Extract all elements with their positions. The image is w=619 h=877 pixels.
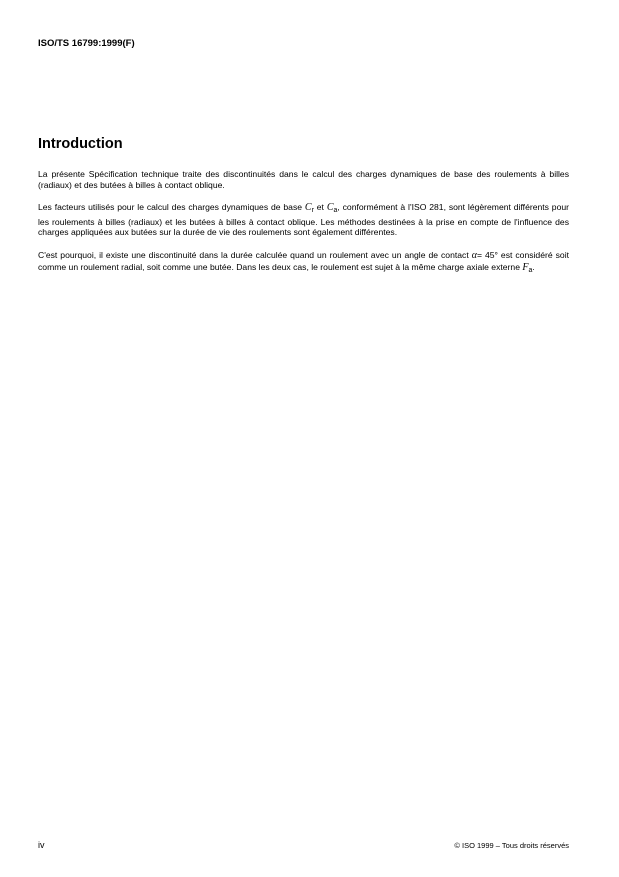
symbol-cr: $C_r$ xyxy=(304,202,314,215)
paragraph-2-part-1: Les facteurs utilisés pour le calcul des charges dynamiques de base xyxy=(38,202,303,213)
paragraph-3-part-1: C'est pourquoi, il existe une discontinuité dans la durée calculée quand un roulement avec un angle de contact xyxy=(38,249,469,260)
page-number: iv xyxy=(38,840,45,850)
paragraph-1: La présente Spécification technique traite des discontinuités dans le calcul des charges dynamiques de base des roulements à billes (radiaux) et des butées à billes à contact oblique. xyxy=(38,169,569,190)
document-identifier: ISO/TS 16799:1999(F) xyxy=(38,38,135,49)
copyright-notice: © ISO 1999 – Tous droits réservés xyxy=(454,841,569,850)
paragraph-3-part-3: . xyxy=(532,261,535,272)
symbol-ca: $C_a$ xyxy=(326,202,338,215)
symbol-alpha: α xyxy=(471,249,477,261)
paragraph-3-part-2: = 45° est considéré soit comme un roulement radial, soit comme une butée. Dans les deux cas, le roulement est sujet à la même charge axiale externe xyxy=(38,249,569,272)
paragraph-2-part-2: et xyxy=(316,202,324,213)
paragraph-3 xyxy=(38,250,569,276)
symbol-fa: $F_a$ xyxy=(522,261,533,274)
introduction-body xyxy=(38,169,569,288)
section-title: Introduction xyxy=(38,136,123,152)
paragraph-2 xyxy=(38,202,569,238)
paragraph-2-part-3: , conformément à l'ISO 281, sont légèrement différents pour les roulements à billes (radiaux) et les butées à billes à contact oblique. Les méthodes destinées à la prise en compte de l'influence des charges appliquées aux butées sur la durée de vie des roulements sont également différentes. xyxy=(38,202,570,238)
